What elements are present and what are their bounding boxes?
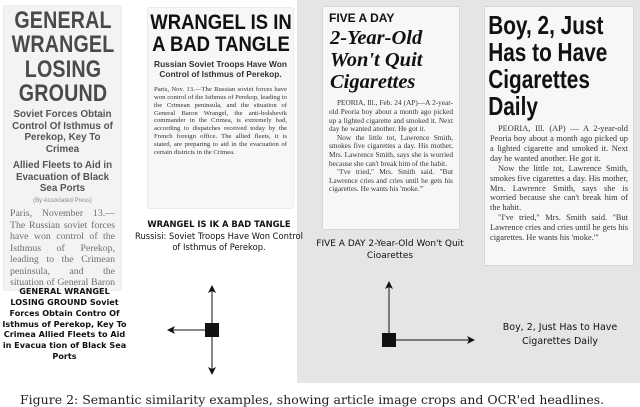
embedding-point-marker	[205, 323, 219, 337]
ocr-caption-4: Boy, 2, Just Has to Have Cigarettes Daily	[502, 322, 618, 348]
clip-paragraph: "I've tried," Mrs. Smith said. "But Lawrence cries and cries until he gets his cigarettes. He wants his 'moke.'"	[329, 167, 453, 194]
clip-byline: (By Associated Press)	[33, 198, 92, 205]
clip-kicker: FIVE A DAY	[329, 11, 395, 25]
clip-paragraph: Now the little tot, Lawrence Smith, smokes five cigarettes a day. His mother, Mrs. Lawrence Smith, says she is worried because she can't break him of the habit.	[490, 163, 628, 213]
figure-caption: Figure 2: Semantic similarity examples, showing article image crops and OCR'ed headlines.	[20, 392, 605, 407]
clip-paragraph: PEORIA, Ill. (AP) — A 2-year-old Peoria boy about a month ago picked up a lighted cigarette and smoked it. Next day he wanted another. He got it.	[490, 124, 628, 163]
clip-headline: 2-Year-Old Won't Quit Cigarettes	[330, 27, 423, 94]
ocr-caption-2-line2: Russisi: Soviet Troops Have Won Control of Isthmus of Perekop.	[135, 230, 303, 253]
clip-deck: Soviet Forces Obtain Control Of Isthmus of Perekop, Key To Crimea	[12, 108, 113, 156]
left-axes	[168, 286, 219, 374]
right-axes	[382, 282, 474, 347]
clip-paragraph: "I've tried," Mrs. Smith said. "But Lawrence cries and cries until he gets his cigarettes. He wants his 'moke.'"	[490, 213, 628, 243]
embedding-point-marker	[382, 333, 396, 347]
ocr-caption-1: GENERAL WRANGEL LOSING GROUND Soviet Forces Obtain Contro Of Isthmus of Perekop, Key To Crimea Allied Fleets to Aid in Evacua tion of Black Sea Ports	[2, 286, 127, 362]
clip-deck-secondary: Allied Fleets to Aid in Evacuation of Black Sea Ports	[12, 159, 113, 195]
clip-headline: GENERAL WRANGEL LOSING GROUND	[11, 7, 115, 108]
ocr-caption-3: FIVE A DAY 2-Year-Old Won't Quit Cioarettes	[316, 239, 464, 262]
clip-paragraph: PEORIA, Ill., Feb. 24 (AP)—A 2-year-old Peoria boy about a month ago picked up a lighted cigarette and smoked it. Next day he wanted another. He got it.	[329, 98, 453, 134]
clip-body: Paris, Nov. 13.—The Russian soviet forces have won control of the Isthmus of Perekop, leading to the Crimean peninsula, and the situation of General Baron Wrangel, the anti-bolshevik commander in the Crimea, is extremely bad, according to dispatches received today by the French foreign office. The allied fleets, it is stated, are preparing to aid in the evacuation of certain districts in the Crimea.	[154, 85, 287, 157]
ocr-caption-2	[133, 219, 305, 254]
clip-deck: Russian Soviet Troops Have Won Control of Isthmus of Perekop.	[154, 58, 287, 80]
clip-body: Paris, November 13.—The Russian soviet forces have won control of the Isthmus of Perekop, leading to the Crimean peninsula, and the situation of General Baron	[10, 208, 115, 289]
clip-paragraph: Now the little tot, Lawrence Smith, smokes five cigarettes a day. His mother, Mrs. Lawrence Smith, says she is worried because she can't break him of the habit.	[329, 132, 453, 168]
clip-headline: WRANGEL IS IN A BAD TANGLE	[150, 10, 292, 56]
ocr-caption-2-line1: WRANGEL IS IK A BAD TANGLE	[147, 219, 291, 229]
clip-headline: Boy, 2, Just Has to Have Cigarettes Daily	[488, 10, 608, 122]
